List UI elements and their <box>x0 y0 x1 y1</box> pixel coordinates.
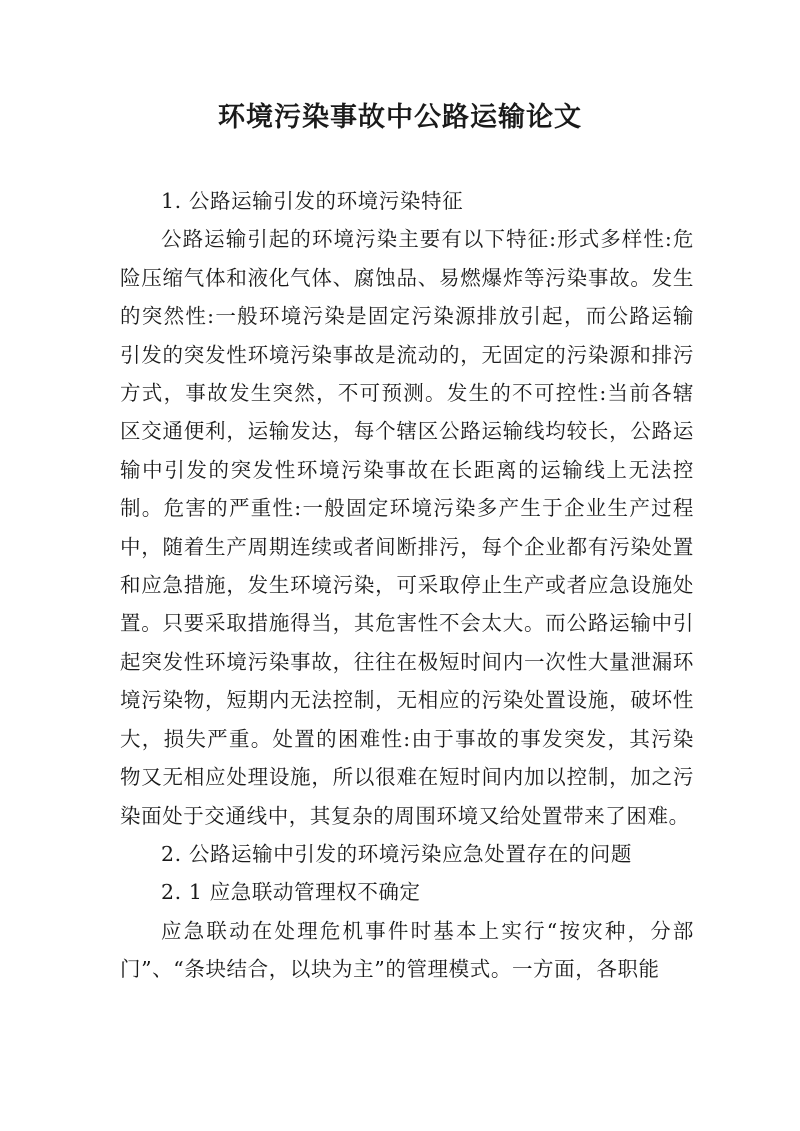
body-paragraph: 应急联动在处理危机事件时基本上实行“按灾种，分部门”、“条块结合，以块为主”的管理模式。一方面，各职能 <box>120 918 694 982</box>
body-paragraph: 公路运输引起的环境污染主要有以下特征:形式多样性:危险压缩气体和液化气体、腐蚀品、易燃爆炸等污染事故。发生的突然性:一般环境污染是固定污染源排放引起，而公路运输引发的突发性环境污染事故是流动的，无固定的污染源和排污方式，事故发生突然，不可预测。发生的不可控性:当前各辖区交通便利，运输发达，每个辖区公路运输线均较长，公路运输中引发的突发性环境污染事故在长距离的运输线上无法控制。危害的严重性:一般固定环境污染多产生于企业生产过程中，随着生产周期连续或者间断排污，每个企业都有污染处置和应急措施，发生环境污染，可采取停止生产或者应急设施处置。只要采取措施得当，其危害性不会太大。而公路运输中引起突发性环境污染事故，往往在极短时间内一次性大量泄漏环境污染物，短期内无法控制，无相应的污染处置设施，破坏性大，损失严重。处置的困难性:由于事故的事发突发，其污染物又无相应处理设施，所以很难在短时间内加以控制，加之污染面处于交通线中，其复杂的周围环境又给处置带来了困难。 <box>120 227 694 828</box>
document-body <box>120 182 694 989</box>
document-title: 环境污染事故中公路运输论文 <box>218 102 582 133</box>
section-heading-2: 2. 公路运输中引发的环境污染应急处置存在的问题 <box>161 841 632 866</box>
subsection-heading-2-1: 2. 1 应急联动管理权不确定 <box>161 880 421 905</box>
section-heading-1: 1. 公路运输引发的环境污染特征 <box>161 189 464 213</box>
